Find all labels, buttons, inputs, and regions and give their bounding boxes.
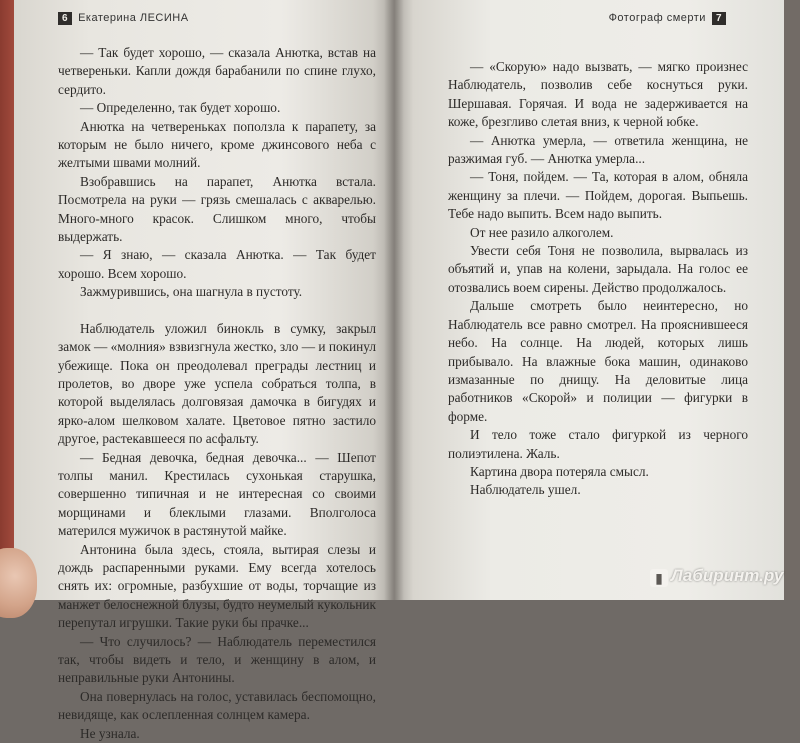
paragraph: Анютка на четвереньках поползла к парапету, за которым не было ничего, кроме джинсового неба с желтыми швами молний. xyxy=(58,118,376,171)
paragraph: — Так будет хорошо, — сказала Анютка, встав на четвереньки. Капли дождя барабанили по спине глухо, сердито. xyxy=(58,45,376,97)
watermark-text: Лабиринт.ру xyxy=(671,566,784,585)
paragraph: Наблюдатель уложил бинокль в сумку, закрыл замок — «молния» взвизгнула жестко, зло — и покинул убежище. Пока он преодолевал преграды лестниц и пролетов, во дворе уже успела собраться толпа, в которой выделялась долговязая дамочка в бигудях и ярко-алом шелковом халате. Цветовое пятно застило другое, растекавшееся по асфальту. xyxy=(58,320,376,447)
paragraph: Не узнала. xyxy=(80,725,140,741)
right-page-number: 7 xyxy=(712,12,726,25)
paragraph: — Анютка умерла, — ответила женщина, не разжимая губ. — Анютка умерла... xyxy=(448,132,748,167)
paragraph: Дальше смотреть было неинтересно, но Наблюдатель все равно смотрел. На прояснившееся небо. На солнце. На людей, которых лишь прибывало. На влажные бока машин, одинаково измазанные по днищу. На деловитые лица работников «Скорой» и полиции — фигурки в форме. xyxy=(448,298,748,424)
right-page-text xyxy=(448,58,748,500)
paragraph: — Что случилось? — Наблюдатель переместился так, чтобы видеть и тело, и женщину в алом, и неправильные руки Антонины. xyxy=(58,633,376,686)
left-running-header xyxy=(58,12,189,25)
left-page xyxy=(14,0,396,741)
paragraph: Антонина была здесь, стояла, вытирая слезы и дождь распаренными руками. Ему всегда хотелось снять их: огромные, разбухшие от воды, торчащие из манжет белоснежной блузы, будто неумелый кукольник перепутал игрушки. Такие руки бы прачке... xyxy=(58,541,376,631)
paragraph: От нее разило алкоголем. xyxy=(470,224,614,240)
left-header-title: Екатерина ЛЕСИНА xyxy=(78,12,189,24)
paragraph: — Определенно, так будет хорошо. xyxy=(80,100,281,116)
left-page-text xyxy=(58,44,376,743)
left-page-number: 6 xyxy=(58,12,72,25)
watermark xyxy=(650,566,783,587)
paragraph: Картина двора потеряла смысл. xyxy=(470,463,649,479)
paragraph: Зажмурившись, она шагнула в пустоту. xyxy=(80,284,303,300)
right-page xyxy=(394,0,784,600)
right-running-header xyxy=(609,12,726,25)
paragraph: — Бедная девочка, бедная девочка... — Шепот толпы манил. Крестилась сухонькая старушка, совершенно типичная и не интересная со своими морщинами и блеклыми глазами. Вполголоса матерился мужичок в растянутой майке. xyxy=(58,449,376,539)
paragraph: Наблюдатель ушел. xyxy=(470,482,581,498)
paragraph: — Тоня, пойдем. — Та, которая в алом, обняла женщину за плечи. — Пойдем, дорогая. Выпьешь. Тебе надо выпить. Всем надо выпить. xyxy=(448,169,748,222)
paragraph: — Я знаю, — сказала Анютка. — Так будет хорошо. Всем хорошо. xyxy=(58,247,376,281)
book-logo-icon: ▮ xyxy=(650,569,668,587)
right-header-title: Фотограф смерти xyxy=(608,12,706,24)
paragraph: Она повернулась на голос, уставилась беспомощно, невидяще, как ослепленная солнцем камера. xyxy=(58,688,376,723)
paragraph: Взобравшись на парапет, Анютка встала. Посмотрела на руки — грязь смешалась с акварелью. Много-много красок. Слишком много, чтобы выдержать. xyxy=(58,173,376,245)
book-spine-shadow xyxy=(384,0,404,600)
paragraph: Увести себя Тоня не позволила, вырвалась из объятий и, упав на колени, зарыдала. На голос ее отозвались воем сирены. Действо продолжалось. xyxy=(448,243,748,295)
paragraph: — «Скорую» надо вызвать, — мягко произнес Наблюдатель, позволив себе коснуться руки. Шершавая. Горячая. И вода не задерживается на коже, брезгливо слетая вниз, к черной юбке. xyxy=(448,59,748,130)
paragraph: И тело тоже стало фигуркой из черного полиэтилена. Жаль. xyxy=(448,427,748,461)
